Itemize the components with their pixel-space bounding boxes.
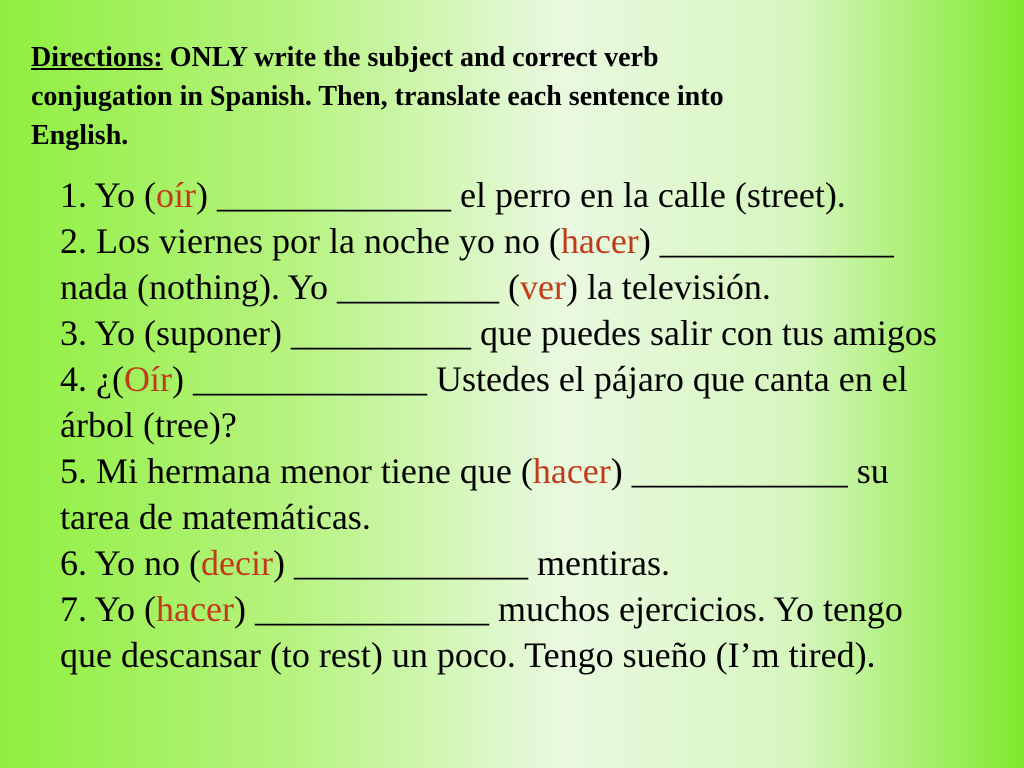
exercise-text: ) la televisión. xyxy=(565,267,771,307)
exercise-text: 2. Los viernes por la noche yo no ( xyxy=(60,221,561,261)
exercise-text: 5. Mi hermana menor tiene que ( xyxy=(60,451,533,491)
verb-infinitive: Oír xyxy=(123,359,172,399)
exercise-item-4 xyxy=(60,356,1015,402)
exercise-item-7 xyxy=(60,586,1015,632)
exercise-text: ) _____________ muchos ejercicios. Yo tengo xyxy=(233,589,903,629)
exercise-text: ) _____________ xyxy=(638,221,894,261)
verb-infinitive: decir xyxy=(201,543,273,583)
exercise-item-2-continued xyxy=(60,264,1015,310)
exercise-text: 7. Yo ( xyxy=(60,589,157,629)
exercise-text: ) _____________ mentiras. xyxy=(273,543,670,583)
exercise-item-5 xyxy=(60,448,1015,494)
exercise-item-1 xyxy=(60,172,1015,218)
verb-infinitive: hacer xyxy=(532,451,611,491)
exercise-item-6 xyxy=(60,540,1015,586)
exercise-text: ) ____________ su xyxy=(610,451,889,491)
exercise-text: 1. Yo ( xyxy=(60,175,157,215)
exercise-item-7-continued: que descansar (to rest) un poco. Tengo sueño (I’m tired). xyxy=(60,635,876,675)
verb-infinitive: ver xyxy=(519,267,566,307)
directions-line: English. xyxy=(31,120,129,151)
verb-infinitive: oír xyxy=(156,175,197,215)
exercise-text: 3. Yo (suponer) __________ que puedes salir con tus amigos xyxy=(60,313,937,353)
exercise-item-2 xyxy=(60,218,1015,264)
exercise-item-3 xyxy=(60,310,1015,356)
directions-line: conjugation in Spanish. Then, translate each sentence into xyxy=(31,81,724,112)
exercise-text: 4. ¿( xyxy=(60,359,124,399)
exercise-text: 6. Yo no ( xyxy=(60,543,202,583)
directions-text: ONLY write the subject and correct verb xyxy=(162,42,659,73)
directions-block xyxy=(31,38,951,155)
exercise-item-4-continued: árbol (tree)? xyxy=(60,405,237,445)
exercise-item-5-continued: tarea de matemáticas. xyxy=(60,497,371,537)
exercise-text: ) _____________ el perro en la calle (street). xyxy=(196,175,846,215)
verb-infinitive: hacer xyxy=(156,589,234,629)
exercise-text: nada (nothing). Yo _________ ( xyxy=(60,267,520,307)
directions-line xyxy=(31,38,951,77)
exercise-text: ) _____________ Ustedes el pájaro que canta en el xyxy=(171,359,908,399)
verb-infinitive: hacer xyxy=(560,221,639,261)
directions-label: Directions: xyxy=(31,42,163,73)
exercise-list xyxy=(60,172,1015,678)
